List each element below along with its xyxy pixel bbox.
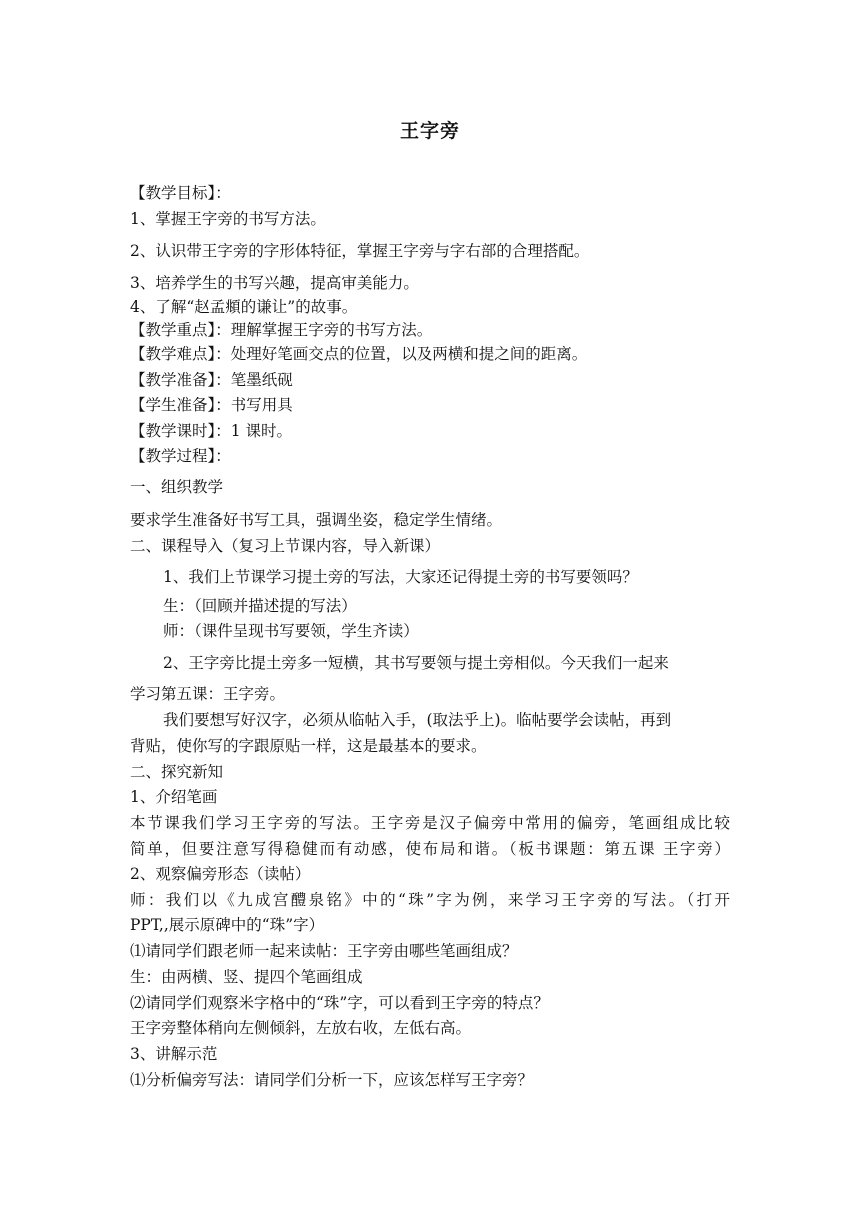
- objective-item-3: 3、培养学生的书写兴趣，提高审美能力。: [130, 274, 419, 292]
- question-3: ⑴分析偏旁写法：请同学们分析一下，应该怎样写王字旁？: [130, 1071, 534, 1089]
- key-point-line: 【教学重点】：理解掌握王字旁的书写方法。: [130, 321, 433, 339]
- objective-item-4: 4、了解“赵孟頫的谦让”的故事。: [130, 298, 358, 316]
- subheading-strokes: 1、介绍笔画: [130, 788, 218, 806]
- step-heading-intro: 二、课程导入（复习上节课内容，导入新课）: [130, 537, 441, 555]
- teacher-prep-line: 【教学准备】：笔墨纸砚: [130, 371, 293, 389]
- dialogue-teacher: 师：（课件呈现书写要领，学生齐读）: [163, 622, 419, 640]
- class-hours-line: 【教学课时】：1 课时。: [130, 422, 293, 440]
- page-title: 王字旁: [399, 120, 460, 142]
- paragraph-strokes: 本节课我们学习王字旁的写法。王字旁是汉子偏旁中常用的偏旁，笔画组成比较: [130, 814, 730, 832]
- paragraph-observe: 师：我们以《九成宫醴泉铭》中的“珠”字为例，来学习王字旁的写法。（打开: [130, 891, 730, 909]
- paragraph-intro-1: 1、我们上节课学习提土旁的写法，大家还记得提土旁的书写要领吗？: [163, 568, 638, 586]
- section-heading-process: 【教学过程】：: [130, 447, 231, 465]
- paragraph-copybook-cont: 背贴，使你写的字跟原贴一样，这是最基本的要求。: [130, 737, 487, 755]
- subheading-observe: 2、观察偏旁形态（读帖）: [130, 865, 311, 883]
- paragraph-copybook: 我们要想写好汉字，必须从临帖入手，(取法乎上)。临帖要学会读帖，再到: [163, 711, 672, 729]
- student-prep-line: 【学生准备】：书写用具: [130, 396, 293, 414]
- paragraph-intro-2: 2、王字旁比提土旁多一短横，其书写要领与提土旁相似。今天我们一起来: [163, 654, 669, 672]
- paragraph-intro-2-cont: 学习第五课：王字旁。: [130, 685, 286, 703]
- section-heading-objectives: 【教学目标】：: [130, 184, 231, 202]
- step-heading-explore: 二、探究新知: [130, 763, 224, 781]
- dialogue-student: 生：（回顾并描述提的写法）: [163, 597, 357, 615]
- answer-2: 王字旁整体稍向左侧倾斜，左放右收，左低右高。: [130, 1019, 472, 1037]
- objective-item-1: 1、掌握王字旁的书写方法。: [130, 210, 326, 228]
- paragraph-observe-cont: PPT,,展示原碑中的“珠”字）: [130, 916, 325, 934]
- answer-1: 生：由两横、竖、提四个笔画组成: [130, 968, 363, 986]
- paragraph-organize: 要求学生准备好书写工具，强调坐姿，稳定学生情绪。: [130, 511, 503, 529]
- objective-item-2: 2、认识带王字旁的字形体特征，掌握王字旁与字右部的合理搭配。: [130, 242, 590, 260]
- subheading-demo: 3、讲解示范: [130, 1045, 218, 1063]
- question-2: ⑵请同学们观察米字格中的“珠”字，可以看到王字旁的特点？: [130, 994, 549, 1012]
- difficulty-line: 【教学难点】：处理好笔画交点的位置，以及两横和提之间的距离。: [130, 345, 588, 363]
- paragraph-strokes-cont: 简单，但要注意写得稳健而有动感，使布局和谐。（板书课题：第五课 王字旁）: [130, 840, 730, 858]
- step-heading-organize: 一、组织教学: [130, 478, 224, 496]
- question-1: ⑴请同学们跟老师一起来读帖：王字旁由哪些笔画组成？: [130, 942, 518, 960]
